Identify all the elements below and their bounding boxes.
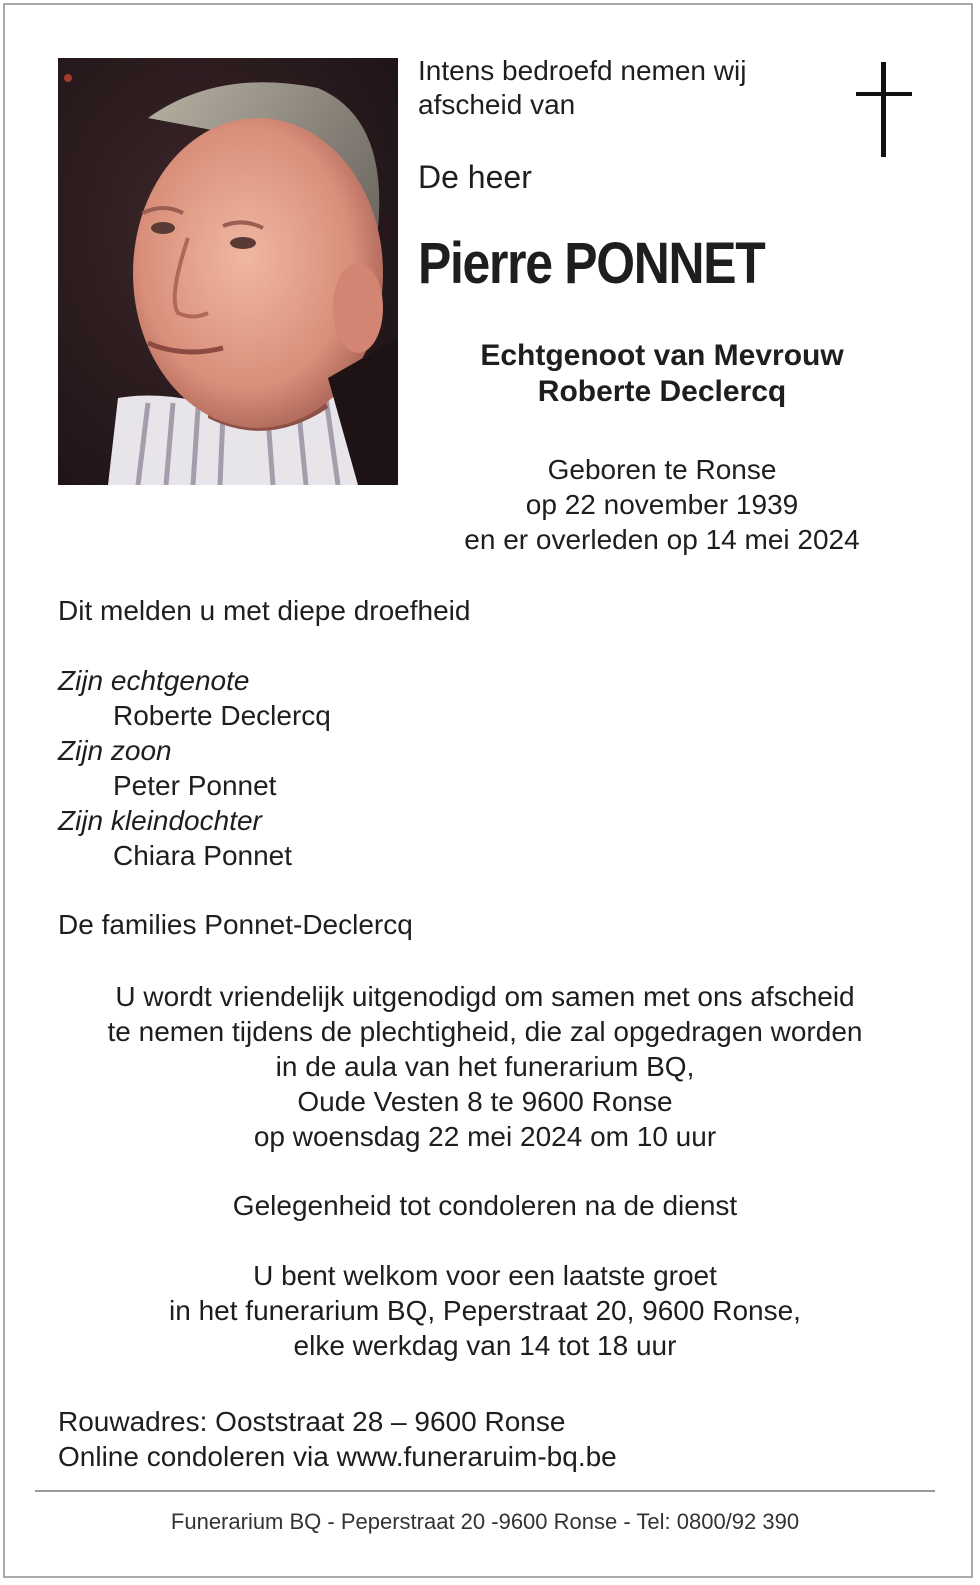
intro-text — [418, 54, 838, 122]
cross-icon — [856, 62, 912, 157]
ceremony-line: te nemen tijdens de plechtigheid, die zal opgedragen worden — [107, 1016, 863, 1047]
family-list — [58, 663, 331, 873]
condolence-note: Gelegenheid tot condoleren na de dienst — [232, 1190, 738, 1221]
footer-text: Funerarium BQ - Peperstraat 20 -9600 Ronse - Tel: 0800/92 390 — [170, 1509, 800, 1534]
birth-date: op 22 november 1939 — [525, 489, 799, 520]
salutation: De heer — [418, 159, 532, 195]
portrait-photo — [58, 58, 398, 485]
intro-line-1: Intens bedroefd nemen wij — [418, 55, 747, 86]
families-line: De families Ponnet-Declercq — [58, 909, 413, 940]
ceremony-line: op woensdag 22 mei 2024 om 10 uur — [253, 1121, 717, 1152]
deceased-name: Pierre PONNET — [418, 231, 765, 296]
family-member: Peter Ponnet — [113, 770, 277, 801]
death-date: en er overleden op 14 mei 2024 — [464, 524, 860, 555]
ceremony-line: Oude Vesten 8 te 9600 Ronse — [297, 1086, 673, 1117]
visit-info — [40, 1258, 930, 1363]
spouse-line-1: Echtgenoot van Mevrouw — [480, 339, 844, 372]
visit-line: elke werkdag van 14 tot 18 uur — [293, 1330, 677, 1361]
contact-info — [58, 1404, 617, 1474]
birth-place: Geboren te Ronse — [547, 454, 777, 485]
family-role: Zijn kleindochter — [58, 805, 262, 836]
family-member: Chiara Ponnet — [113, 840, 293, 871]
visit-line: U bent welkom voor een laatste groet — [253, 1260, 717, 1291]
ceremony-info — [40, 979, 930, 1154]
announcement: Dit melden u met diepe droefheid — [58, 595, 471, 626]
visit-line: in het funerarium BQ, Peperstraat 20, 9600 Ronse, — [169, 1295, 801, 1326]
family-role: Zijn echtgenote — [58, 665, 250, 696]
spouse-info — [412, 338, 912, 410]
intro-line-2: afscheid van — [418, 89, 576, 120]
ceremony-line: in de aula van het funerarium BQ, — [275, 1051, 695, 1082]
spouse-line-2: Roberte Declercq — [537, 375, 787, 408]
ceremony-line: U wordt vriendelijk uitgenodigd om samen met ons afscheid — [115, 981, 855, 1012]
footer-divider — [35, 1490, 935, 1492]
family-member: Roberte Declercq — [113, 700, 331, 731]
family-role: Zijn zoon — [58, 735, 172, 766]
mourning-address: Rouwadres: Ooststraat 28 – 9600 Ronse — [58, 1406, 566, 1437]
life-dates — [412, 452, 912, 557]
online-condolence-link[interactable]: Online condoleren via www.funeraruim-bq.be — [58, 1441, 617, 1472]
